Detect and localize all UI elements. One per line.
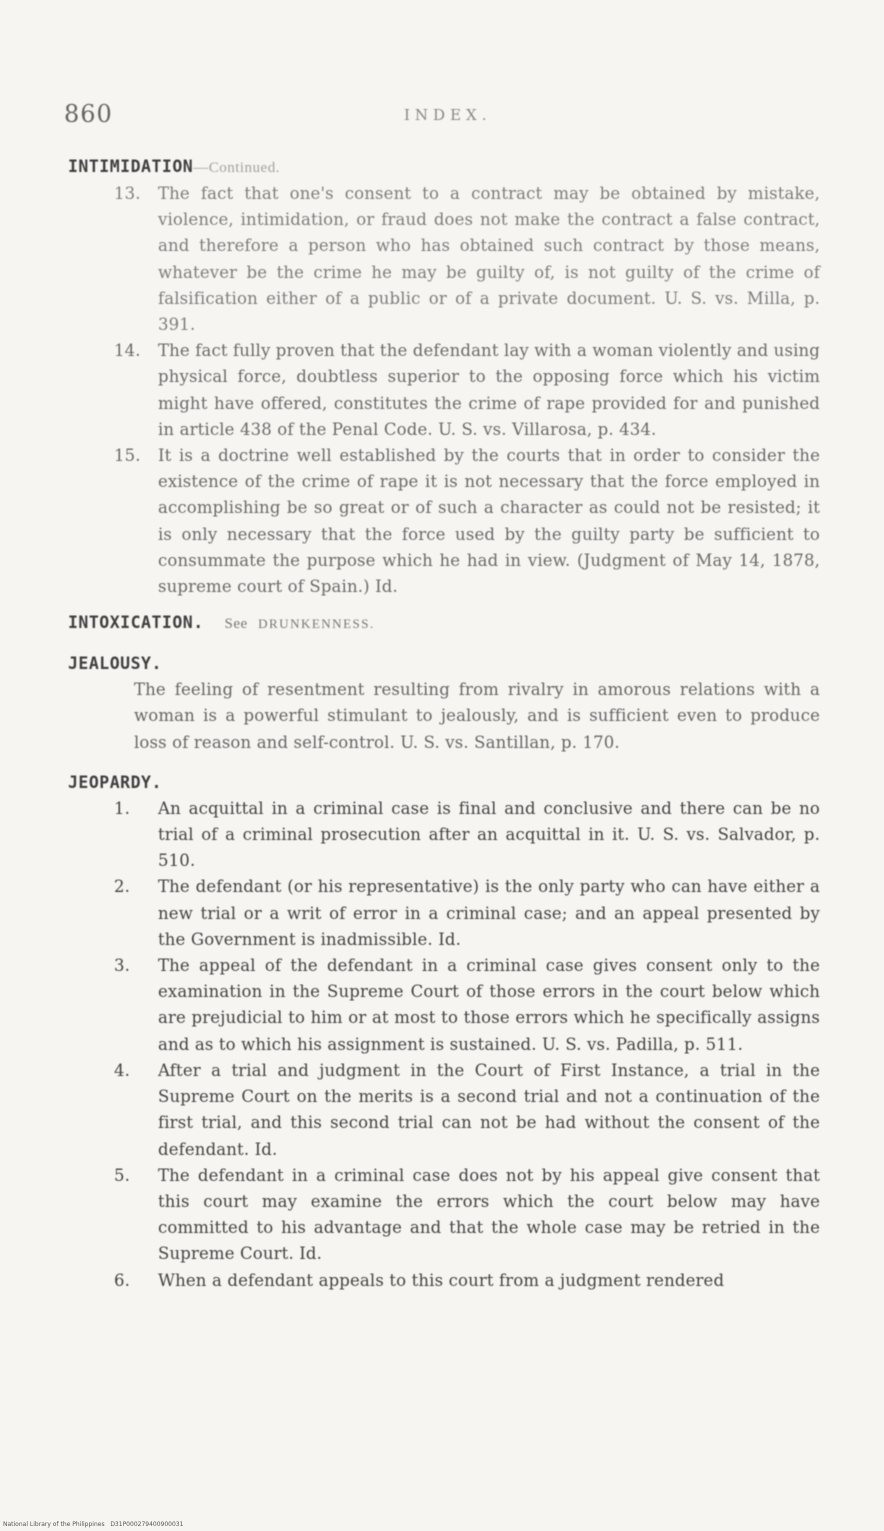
heading-jealousy: JEALOUSY. (68, 654, 162, 674)
list-item (68, 1268, 820, 1294)
continued-label: —Continued. (193, 160, 280, 176)
heading-intimidation-label: INTIMIDATION (68, 157, 194, 176)
entry-text: The fact that one's consent to a contract may be obtained by mistake, violence, intimidation, or fraud does not make the contract a false contract, and therefore a person who has obtained such contract by those means, whatever be the crime he may be guilty of, is not guilty of the crime of falsification either of a public or of a private document. U. S. vs. Milla, p. 391. (158, 184, 820, 335)
entry-text: After a trial and judgment in the Court of First Instance, a trial in the Supreme Court on the merits is a second trial and not a continuation of the first trial, and this second trial can not be had without the consent of the defendant. Id. (158, 1060, 820, 1159)
intimidation-entries (68, 181, 820, 600)
entry-text: When a defendant appeals to this court from a judgment rendered (158, 1270, 725, 1290)
jeopardy-entries (68, 796, 820, 1294)
entry-number: 6. (114, 1270, 131, 1290)
entry-text: The fact fully proven that the defendant lay with a woman violently and using physical force, doubtless superior to the opposing force which his victim might have offered, constitutes the crime of rape provided for and punished in article 438 of the Penal Code. U. S. vs. Villarosa, p. 434. (158, 341, 820, 439)
list-item (68, 953, 820, 1058)
entry-number: 5. (114, 1165, 131, 1185)
scan-footer (3, 1521, 183, 1528)
list-item (68, 874, 820, 953)
entry-text: An acquittal in a criminal case is final and conclusive and there can be no trial of a criminal prosecution after an acquittal in it. U. S. vs. Salvador, p. 510. (158, 798, 820, 871)
see-label: See (224, 616, 248, 633)
entry-text: The defendant in a criminal case does not by his appeal give consent that this court may examine the errors which the court below may have committed to his advantage and that the whole case may be retried in the Supreme Court. Id. (158, 1165, 820, 1264)
page-number: 860 (64, 100, 113, 128)
entry-number: 1. (114, 798, 131, 818)
list-item (68, 443, 820, 600)
running-head (64, 100, 820, 134)
cross-reference: DRUNKENNESS. (258, 616, 375, 632)
entry-number: 15. (114, 446, 141, 466)
index-content (68, 154, 820, 1294)
entry-number: 13. (114, 184, 141, 203)
footer-id: D31P000279400900031 (110, 1521, 184, 1528)
heading-jeopardy: JEOPARDY. (68, 772, 162, 792)
list-item (68, 181, 820, 338)
entry-text: The appeal of the defendant in a criminal case gives consent only to the examination in the Supreme Court of those errors in the court below which are prejudicial to him or at most to those errors which he specifically assigns and as to which his assignment is sustained. U. S. vs. Padilla, p. 511. (158, 956, 820, 1054)
heading-intimidation (68, 154, 820, 181)
list-item (68, 338, 820, 443)
heading-intoxication (68, 610, 820, 637)
heading-intoxication-label: INTOXICATION. (68, 613, 204, 633)
entry-number: 2. (114, 877, 131, 897)
list-item (68, 796, 820, 875)
entry-number: 14. (114, 341, 141, 361)
running-title: INDEX. (404, 106, 492, 124)
list-item (68, 1058, 820, 1163)
entry-number: 4. (114, 1060, 131, 1080)
entry-text: It is a doctrine well established by the courts that in order to consider the existence of the crime of rape it is not necessary that the force employed in accomplishing be so great or of such a character as could not be resisted; it is only necessary that the force used by the guilty party be sufficient to consummate the purpose which he had in view. (Judgment of May 14, 1878, supreme court of Spain.) Id. (158, 446, 820, 597)
footer-source: National Library of the Philippines (3, 1521, 105, 1528)
list-item (68, 1163, 820, 1268)
jealousy-text: The feeling of resentment resulting from rivalry in amorous relations with a woman is a powerful stimulant to jealously, and is sufficient even to produce loss of reason and self-control. U. S. vs. Santillan, p. 170. (134, 680, 820, 752)
entry-number: 3. (114, 956, 131, 976)
entry-text: The defendant (or his representative) is the only party who can have either a new trial or a writ of error in a criminal case; and an appeal presented by the Government is inadmissible. Id. (158, 877, 820, 949)
